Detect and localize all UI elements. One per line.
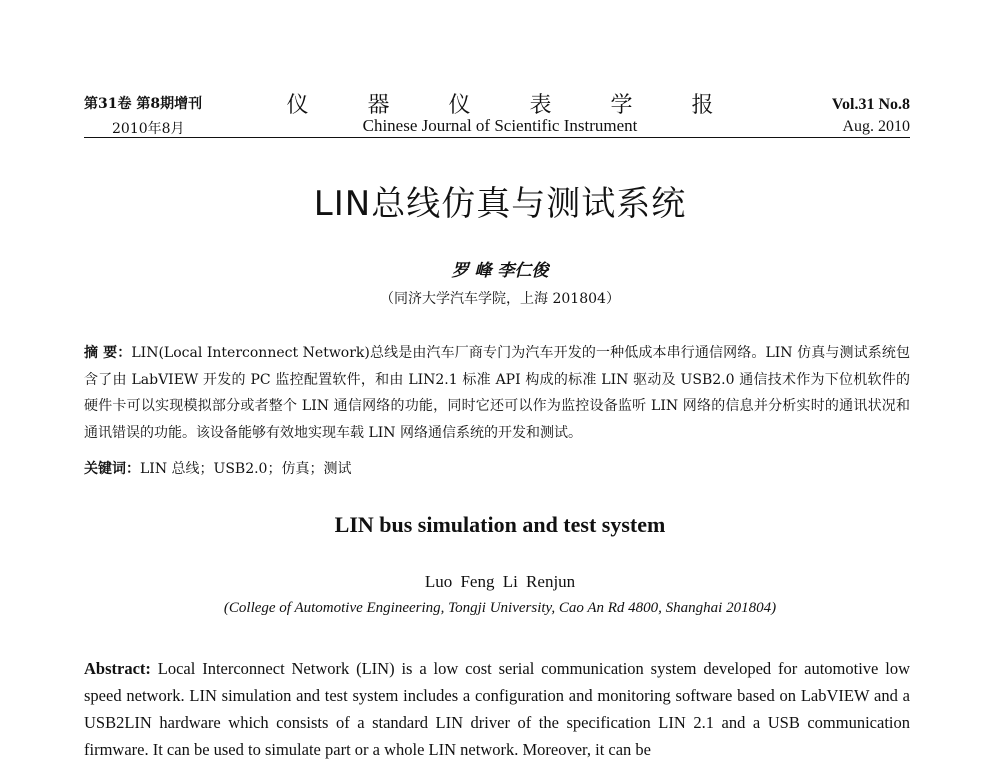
date-en: Aug. 2010 — [842, 118, 910, 135]
affiliation-en: (College of Automotive Engineering, Tongji University, Cao An Rd 4800, Shanghai 201804) — [223, 600, 777, 616]
keywords-cn-text: LIN 总线；USB2.0；仿真；测试 — [140, 461, 352, 477]
abstract-en-text: Local Interconnect Network (LIN) is a low cost serial communication system developed for automotive low speed network. LIN simulation and test system includes a configuration and monitoring software based on LabVIEW and a USB2LIN hardware which consists of a standard LIN driver of the specification LIN 2.1 and a USB communication firmware. It can be used to simulate part or a whole LIN network. Moreover, it can be — [84, 659, 910, 759]
paper-title-cn: LIN总线仿真与测试系统 — [313, 184, 687, 224]
abstract-cn-label: 摘 要： — [84, 345, 132, 361]
abstract-cn — [84, 340, 910, 446]
abstract-cn-text: LIN(Local Interconnect Network)总线是由汽车厂商专门为汽车开发的一种低成本串行通信网络。LIN 仿真与测试系统包含了由 LabVIEW 开发的 PC 监控配置软件，和由 LIN2.1 标准 API 构成的标准 LIN 驱动及 USB2.0 通信技术作为下位机软件的硬件卡可以实现模拟部分或者整个 LIN 通信网络的功能，同时它还可以作为监控设备监听 LIN 网络的信息并分析实时的通讯状况和通讯错误的功能。该设备能够有效地实现车载 LIN 网络通信系统的开发和测试。 — [84, 345, 910, 441]
journal-title-en: Chinese Journal of Scientific Instrument — [362, 116, 638, 135]
volume-issue-cn: 第31卷 第8期增刊 — [84, 96, 203, 112]
header-rule — [84, 137, 910, 138]
paper-title-en: LIN bus simulation and test system — [334, 512, 666, 537]
abstract-en — [84, 655, 910, 763]
affiliation-cn: （同济大学汽车学院，上海 201804） — [380, 291, 620, 307]
abstract-en-label: Abstract: — [84, 659, 151, 678]
authors-en: Luo Feng Li Renjun — [424, 572, 576, 591]
date-cn: 2010年8月 — [112, 121, 185, 137]
keywords-cn-label: 关键词： — [84, 461, 140, 477]
journal-title-cn: 仪 器 仪 表 学 报 — [286, 93, 740, 118]
authors-cn: 罗 峰 李仁俊 — [451, 261, 549, 281]
volume-number-en: Vol.31 No.8 — [831, 96, 910, 113]
keywords-cn — [84, 458, 351, 478]
